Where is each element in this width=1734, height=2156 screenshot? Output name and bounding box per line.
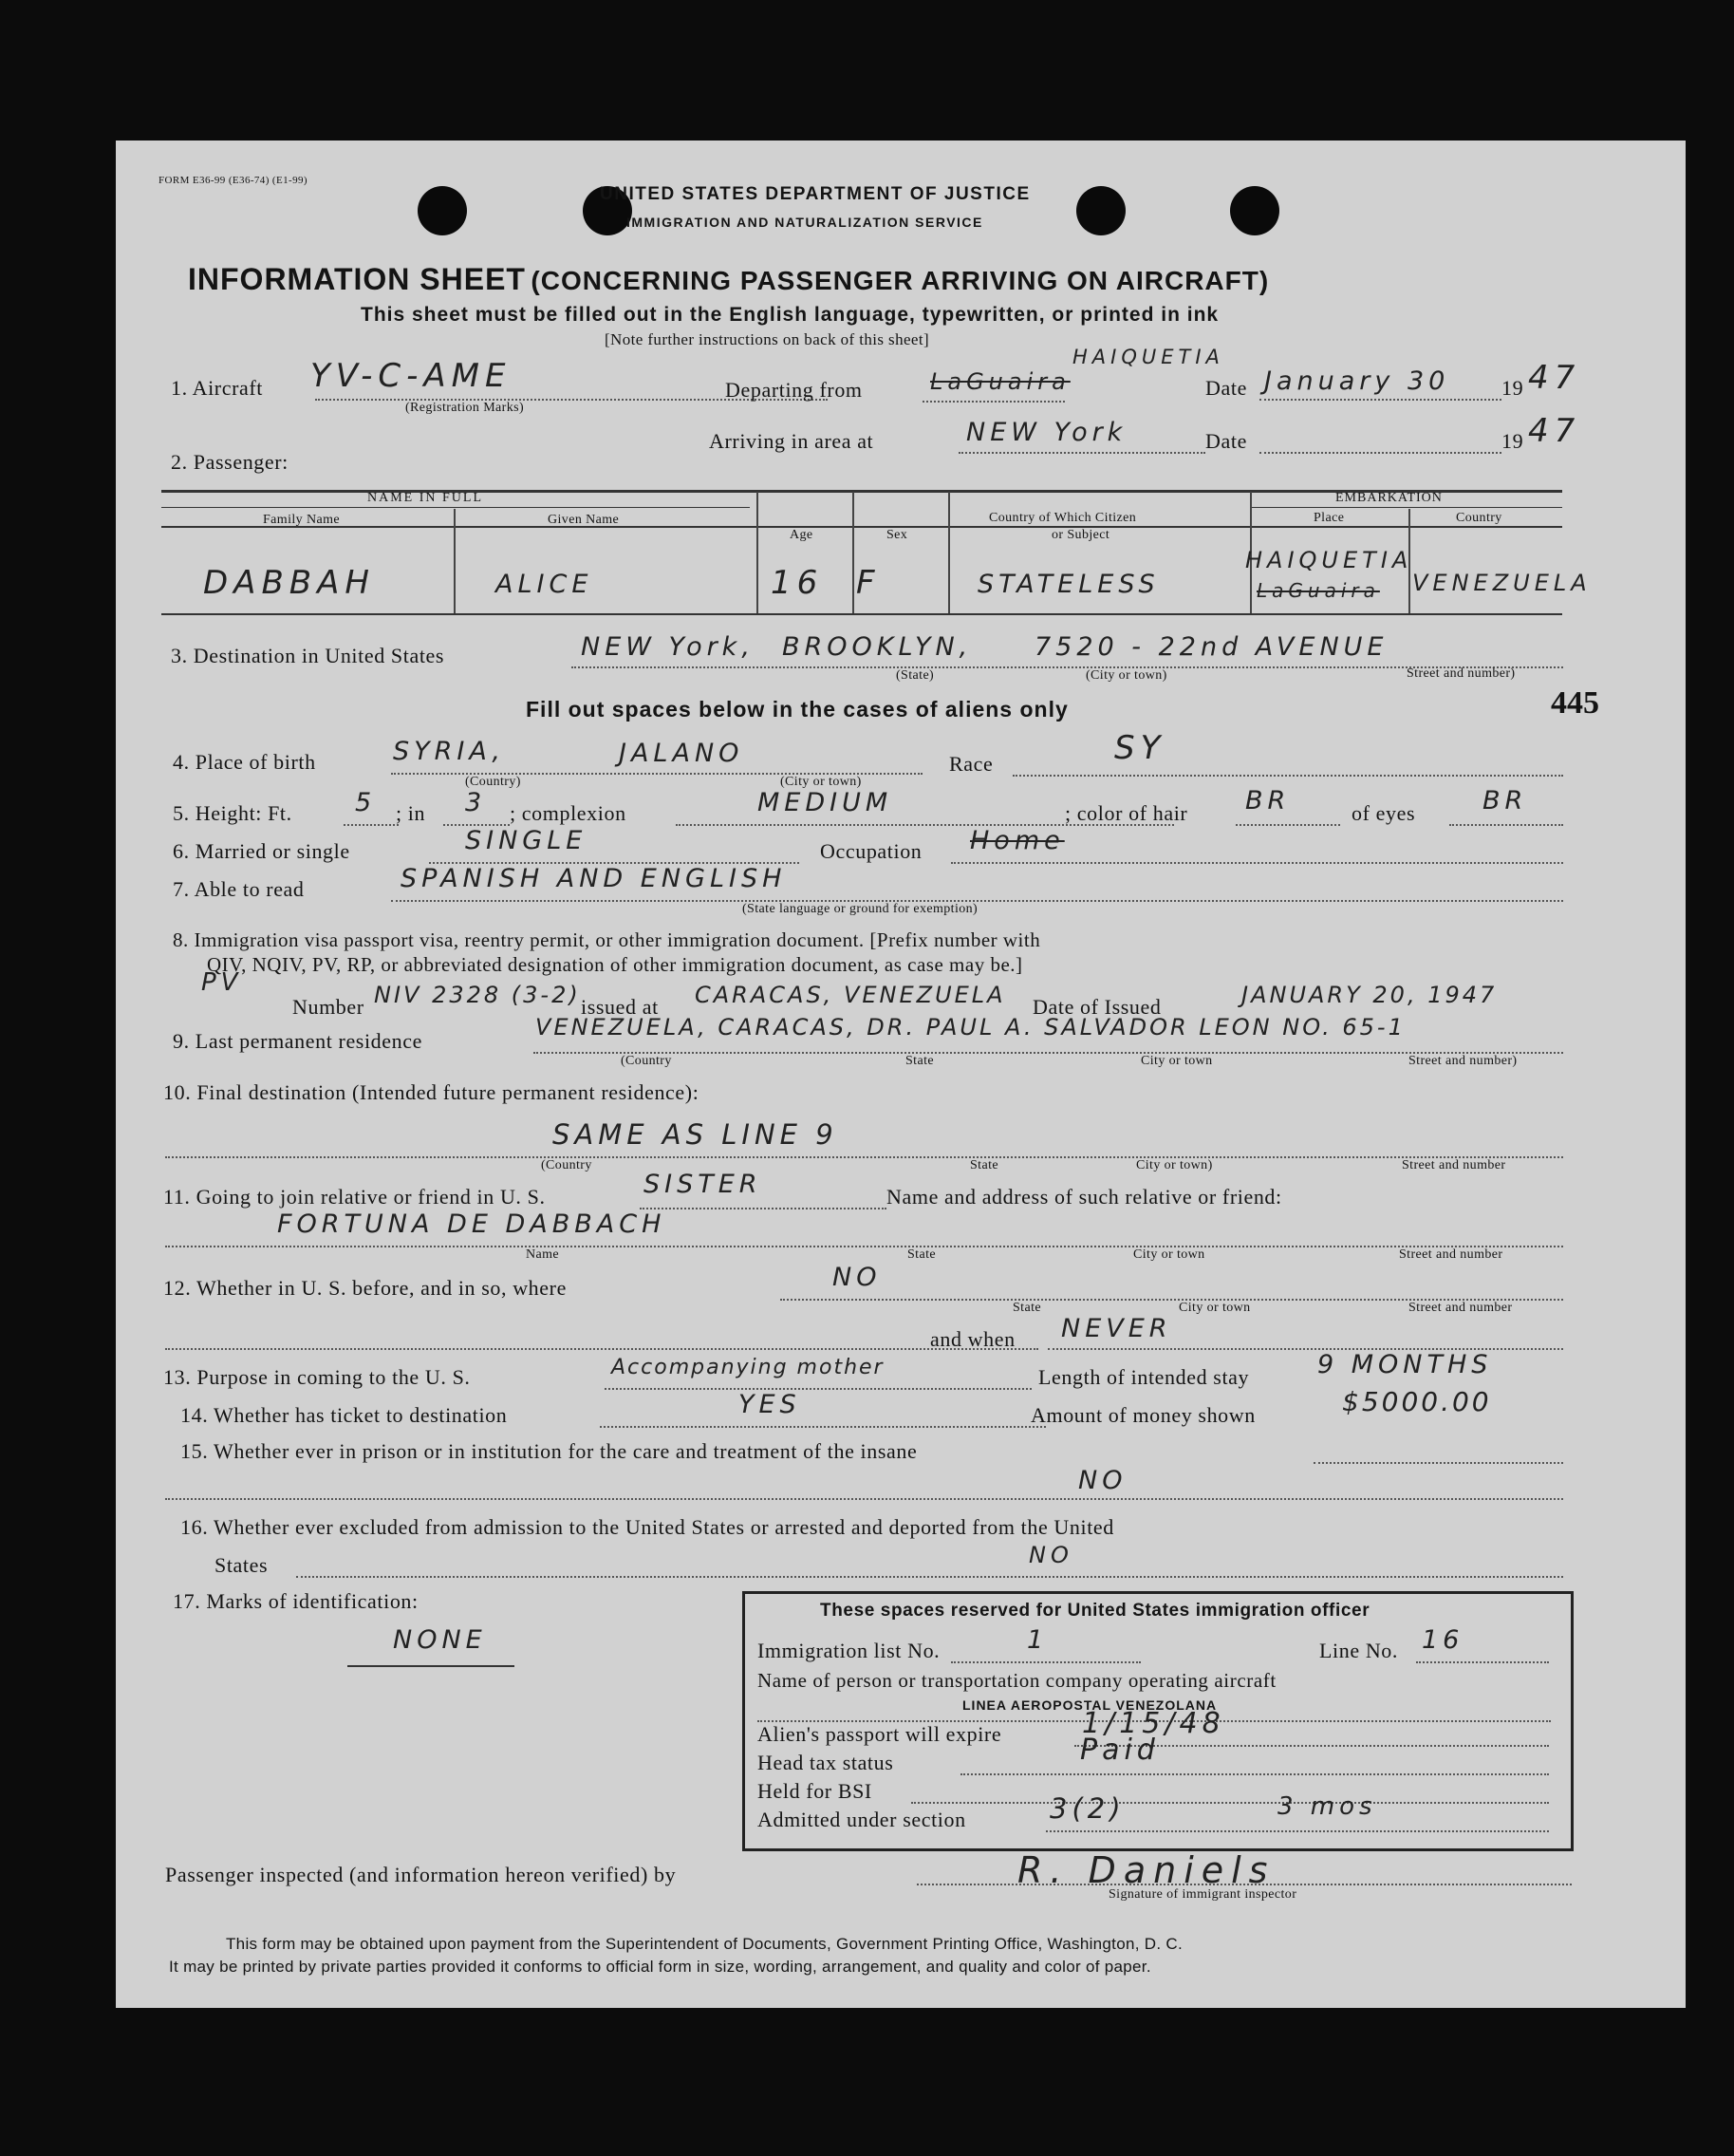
purpose-label: 13. Purpose in coming to the U. S. (163, 1365, 471, 1389)
marital-value: SINGLE (465, 826, 587, 855)
arrival-year-prefix: 19 (1501, 429, 1524, 453)
destination-state: NEW York, (581, 632, 755, 662)
visa-margin-note: PV (201, 968, 243, 997)
information-sheet-form (116, 141, 1686, 2008)
eyes-value: BR (1482, 786, 1528, 816)
residence-label: 9. Last permanent residence (173, 1029, 422, 1053)
instruction-line: This sheet must be filled out in the English language, typewritten, or printed in ink (361, 304, 1220, 326)
hair-label: ; color of hair (1065, 801, 1188, 825)
issued-at-label: issued at (581, 995, 659, 1019)
prior-visit-label: 12. Whether in U. S. before, and in so, where (163, 1276, 567, 1300)
operator-value: LINEA AEROPOSTAL VENEZOLANA (962, 1697, 1218, 1713)
residence-street-caption: Street and number) (1408, 1054, 1518, 1068)
embark-place-inserted: HAIQUETIA (1245, 547, 1413, 573)
admitted-section-label: Admitted under section (757, 1808, 966, 1831)
visa-instructions-1: 8. Immigration visa passport visa, reentry permit, or other immigration document. [Prefix number with (173, 928, 1041, 951)
hair-value: BR (1245, 786, 1291, 816)
prior-visit-value: NO (832, 1263, 882, 1292)
age-header: Age (790, 528, 813, 542)
head-tax-label: Head tax status (757, 1751, 894, 1774)
departing-label: Departing from (725, 378, 863, 402)
family-name-value: DABBAH (203, 564, 375, 602)
final-state-caption: State (970, 1158, 998, 1172)
residence-state-caption: State (905, 1054, 934, 1068)
embark-place-struck: LaGuaira (1257, 579, 1380, 602)
inches-label: ; in (396, 801, 426, 825)
birth-country-caption: (Country) (465, 775, 521, 789)
ticket-value: YES (738, 1390, 801, 1419)
birth-city: JALANO (619, 739, 744, 768)
visa-number-label: Number (292, 995, 364, 1019)
identification-value: NONE (393, 1625, 487, 1655)
departing-struck: LaGuaira (930, 368, 1071, 395)
departing-inserted: HAIQUETIA (1072, 346, 1224, 368)
date-label: Date (1205, 376, 1247, 400)
passport-expire-value: 1/15/48 (1082, 1707, 1225, 1740)
arriving-label: Arriving in area at (709, 429, 874, 453)
read-caption: (State language or ground for exemption) (742, 902, 979, 916)
occupation-value: Home (970, 826, 1065, 855)
immigration-list-value: 1 (1027, 1625, 1049, 1655)
excluded-value: NO (1029, 1542, 1073, 1568)
relative-relation: SISTER (643, 1170, 762, 1199)
embarkation-header: EMBARKATION (1335, 491, 1443, 505)
form-number: FORM E36-99 (E36-74) (E1-99) (158, 175, 308, 186)
footer-line-2: It may be printed by private parties provided it conforms to official form in size, wording, arrangement, and quality and color of paper. (169, 1958, 1151, 1976)
complexion-label: ; complexion (510, 801, 626, 825)
line-number-label: Line No. (1319, 1639, 1399, 1662)
form-title-main: INFORMATION SHEET (188, 262, 526, 296)
footer-line-1: This form may be obtained upon payment from the Superintendent of Documents, Government Printing Office, Washington, D. C. (226, 1935, 1183, 1953)
birth-city-caption: (City or town) (780, 775, 862, 789)
residence-city-caption: City or town (1141, 1054, 1213, 1068)
race-value: SY (1114, 729, 1166, 767)
stay-value: 9 MONTHS (1317, 1350, 1493, 1379)
embark-country-header: Country (1456, 511, 1502, 525)
relative-street-caption: Street and number (1399, 1247, 1503, 1262)
birthplace-label: 4. Place of birth (173, 750, 316, 774)
year-prefix: 19 (1501, 376, 1524, 400)
citizenship-header-2: or Subject (1052, 528, 1110, 542)
height-label: 5. Height: Ft. (173, 801, 292, 825)
visa-instructions-2: QIV, NQIV, PV, RP, or abbreviated designation of other immigration document, as case may be.] (207, 953, 1023, 976)
instruction-note: [Note further instructions on back of this sheet] (605, 330, 930, 348)
read-label: 7. Able to read (173, 877, 305, 901)
arrival-year-suffix: 47 (1528, 412, 1581, 450)
prior-street-caption: Street and number (1408, 1301, 1513, 1315)
age-value: 16 (771, 564, 824, 602)
line-number-value: 16 (1422, 1625, 1464, 1655)
money-value: $5000.00 (1342, 1386, 1492, 1417)
arrival-date-label: Date (1205, 429, 1247, 453)
stay-label: Length of intended stay (1038, 1365, 1250, 1389)
relative-label: 11. Going to join relative or friend in U. S. (163, 1185, 546, 1209)
aircraft-value: YV-C-AME (310, 357, 512, 395)
department-name: UNITED STATES DEPARTMENT OF JUSTICE (600, 184, 1031, 204)
final-street-caption: Street and number (1402, 1158, 1506, 1172)
admitted-section-extra: 3 mos (1277, 1792, 1377, 1821)
relative-state-caption: State (907, 1247, 936, 1262)
prior-when-value: NEVER (1061, 1314, 1172, 1343)
visa-number: NIV 2328 (3-2) (374, 982, 581, 1008)
embark-country-value: VENEZUELA (1412, 570, 1592, 596)
prior-when-label: and when (930, 1327, 1016, 1351)
residence-value: VENEZUELA, CARACAS, DR. PAUL A. SALVADOR LEON NO. 65-1 (535, 1014, 1406, 1041)
citizenship-header-1: Country of Which Citizen (989, 511, 1137, 525)
immigration-list-label: Immigration list No. (757, 1639, 941, 1662)
form-title (188, 262, 1269, 297)
arriving-value: NEW York (966, 418, 1128, 447)
given-name-value: ALICE (495, 570, 593, 599)
birth-country: SYRIA, (393, 737, 505, 766)
signature-caption: Signature of immigrant inspector (1109, 1887, 1297, 1902)
final-destination-value: SAME AS LINE 9 (552, 1118, 838, 1151)
registration-caption: (Registration Marks) (405, 401, 525, 415)
destination-street-caption: Street and number) (1407, 666, 1516, 681)
aliens-only-heading: Fill out spaces below in the cases of aliens only (526, 697, 1069, 722)
embark-place-header: Place (1314, 511, 1345, 525)
eyes-label: of eyes (1352, 801, 1416, 825)
given-name-header: Given Name (548, 513, 620, 527)
bsi-label: Held for BSI (757, 1779, 872, 1803)
destination-state-caption: (State) (896, 668, 935, 683)
height-inches: 3 (465, 788, 487, 817)
issue-date-value: JANUARY 20, 1947 (1241, 982, 1498, 1008)
relative-city-caption: City or town (1133, 1247, 1205, 1262)
name-in-full-header: NAME IN FULL (367, 491, 483, 505)
officer-box-heading: These spaces reserved for United States immigration officer (820, 1601, 1370, 1621)
relative-name: FORTUNA DE DABBACH (277, 1209, 666, 1239)
prior-state-caption: State (1013, 1301, 1041, 1315)
final-destination-label: 10. Final destination (Intended future permanent residence): (163, 1080, 699, 1104)
passport-expire-label: Alien's passport will expire (757, 1722, 1002, 1746)
departure-date: January 30 (1264, 366, 1450, 396)
family-name-header: Family Name (263, 513, 340, 527)
punch-hole (418, 186, 467, 235)
inspected-label: Passenger inspected (and information hereon verified) by (165, 1863, 677, 1886)
money-label: Amount of money shown (1031, 1403, 1256, 1427)
prison-value: NO (1078, 1466, 1128, 1495)
height-feet: 5 (355, 788, 377, 817)
race-label: Race (949, 752, 994, 776)
admitted-section-value: 3(2) (1050, 1792, 1126, 1825)
service-name: IMMIGRATION AND NATURALIZATION SERVICE (626, 215, 983, 230)
final-country-caption: (Country (541, 1158, 592, 1172)
complexion-value: MEDIUM (757, 788, 893, 817)
destination-city-caption: (City or town) (1086, 668, 1167, 683)
issue-date-label: Date of Issued (1033, 995, 1162, 1019)
year-suffix: 47 (1528, 359, 1581, 397)
punch-hole (1230, 186, 1279, 235)
relative-address-label: Name and address of such relative or friend: (886, 1185, 1282, 1209)
issued-at-value: CARACAS, VENEZUELA (695, 982, 1006, 1008)
aircraft-label: 1. Aircraft (171, 376, 264, 400)
residence-country-caption: (Country (621, 1054, 672, 1068)
citizenship-value: STATELESS (978, 570, 1160, 599)
excluded-label-2: States (214, 1553, 269, 1577)
passenger-label: 2. Passenger: (171, 450, 289, 474)
identification-label: 17. Marks of identification: (173, 1589, 419, 1613)
record-number: 445 (1551, 685, 1599, 721)
destination-label: 3. Destination in United States (171, 644, 445, 667)
inspector-signature: R. Daniels (1017, 1849, 1276, 1891)
excluded-label-1: 16. Whether ever excluded from admission to the United States or arrested and deported from the United (180, 1515, 1114, 1539)
read-value: SPANISH AND ENGLISH (401, 864, 787, 893)
form-title-sub: (CONCERNING PASSENGER ARRIVING ON AIRCRAFT) (531, 266, 1270, 295)
marital-label: 6. Married or single (173, 839, 350, 863)
sex-header: Sex (886, 528, 908, 542)
relative-name-caption: Name (526, 1247, 560, 1262)
purpose-value: Accompanying mother (611, 1356, 885, 1379)
sex-value: F (856, 564, 881, 602)
destination-street: 7520 - 22nd AVENUE (1035, 632, 1389, 662)
final-city-caption: City or town) (1136, 1158, 1213, 1172)
prison-label: 15. Whether ever in prison or in institution for the care and treatment of the insane (180, 1439, 918, 1463)
ticket-label: 14. Whether has ticket to destination (180, 1403, 508, 1427)
head-tax-value: Paid (1080, 1734, 1160, 1767)
destination-city: BROOKLYN, (782, 632, 973, 662)
operator-label: Name of person or transportation company operating aircraft (757, 1669, 1277, 1692)
occupation-label: Occupation (820, 839, 923, 863)
punch-hole (1076, 186, 1126, 235)
prior-city-caption: City or town (1179, 1301, 1251, 1315)
